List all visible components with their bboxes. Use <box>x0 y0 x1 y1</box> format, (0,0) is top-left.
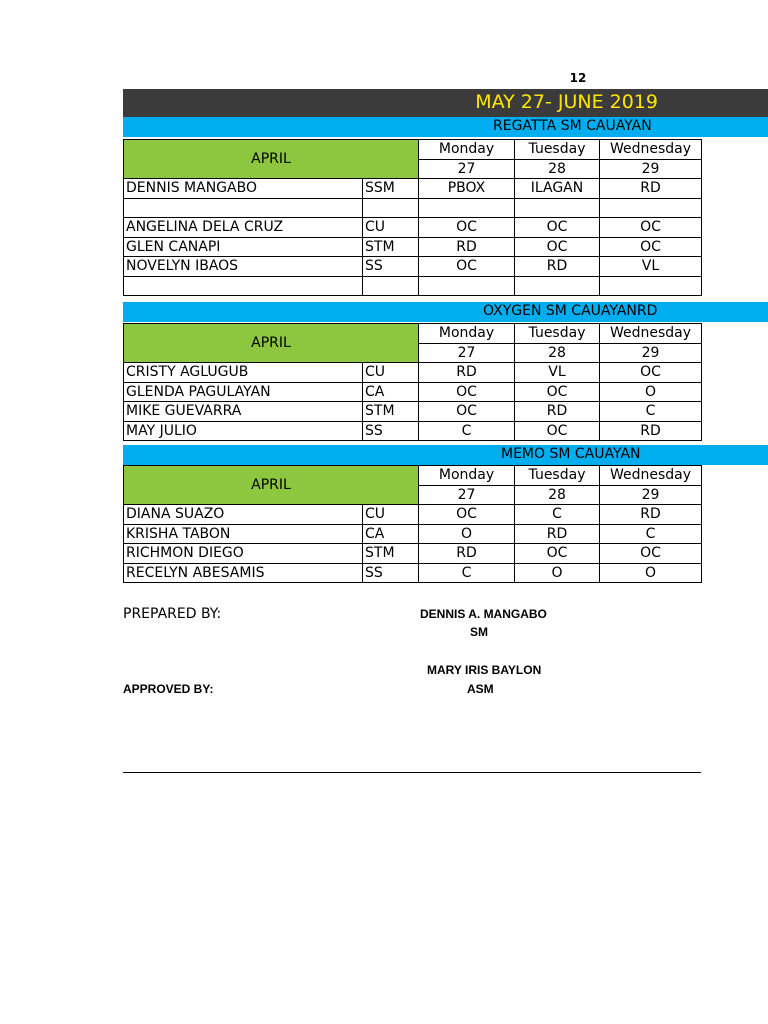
date-cell: 27 <box>419 159 515 179</box>
position-code <box>363 276 419 296</box>
position-code: CU <box>363 505 419 525</box>
date-cell: 27 <box>419 485 515 505</box>
shift-tuesday: VL <box>515 363 600 383</box>
store-header-regatta <box>123 117 768 137</box>
shift-wednesday: OC <box>600 237 702 257</box>
shift-wednesday: O <box>600 563 702 583</box>
schedule-title: MAY 27- JUNE 2019 <box>475 91 658 113</box>
day-header-monday: Monday <box>419 140 515 160</box>
employee-name: GLENDA PAGULAYAN <box>124 382 363 402</box>
shift-tuesday: RD <box>515 402 600 422</box>
date-cell: 28 <box>515 485 600 505</box>
shift-monday: O <box>419 524 515 544</box>
shift-tuesday <box>515 276 600 296</box>
shift-wednesday: OC <box>600 363 702 383</box>
position-code: CU <box>363 218 419 238</box>
date-cell: 28 <box>515 343 600 363</box>
employee-name <box>124 198 363 218</box>
position-code: SS <box>363 563 419 583</box>
employee-name: DIANA SUAZO <box>124 505 363 525</box>
table-row <box>124 218 702 238</box>
date-cell: 29 <box>600 343 702 363</box>
shift-wednesday: C <box>600 402 702 422</box>
store-name: REGATTA SM CAUAYAN <box>493 118 652 134</box>
position-code: SSM <box>363 179 419 199</box>
title-bar <box>123 89 768 117</box>
day-header-wednesday: Wednesday <box>600 324 702 344</box>
shift-tuesday: OC <box>515 237 600 257</box>
shift-monday <box>419 276 515 296</box>
shift-wednesday: O <box>600 382 702 402</box>
prepared-by-name: DENNIS A. MANGABO <box>420 607 547 621</box>
shift-wednesday: RD <box>600 421 702 441</box>
shift-tuesday: OC <box>515 218 600 238</box>
shift-tuesday <box>515 198 600 218</box>
prepared-by-label: PREPARED BY: <box>123 606 222 622</box>
day-header-wednesday: Wednesday <box>600 140 702 160</box>
employee-name <box>124 276 363 296</box>
position-code: CA <box>363 524 419 544</box>
shift-wednesday: RD <box>600 505 702 525</box>
store-name: OXYGEN SM CAUAYANRD <box>483 303 658 319</box>
approved-by-name: MARY IRIS BAYLON <box>427 663 542 677</box>
table-row <box>124 276 702 296</box>
shift-tuesday: ILAGAN <box>515 179 600 199</box>
shift-wednesday: C <box>600 524 702 544</box>
approved-by-title: ASM <box>467 682 494 696</box>
table-row <box>124 563 702 583</box>
table-row <box>124 382 702 402</box>
employee-name: CRISTY AGLUGUB <box>124 363 363 383</box>
employee-name: RICHMON DIEGO <box>124 544 363 564</box>
approved-by-label: APPROVED BY: <box>123 682 214 696</box>
shift-wednesday: OC <box>600 218 702 238</box>
table-row <box>124 524 702 544</box>
page-number: 12 <box>569 71 587 85</box>
position-code: SS <box>363 421 419 441</box>
table-row <box>124 237 702 257</box>
position-code: SS <box>363 257 419 277</box>
position-code: STM <box>363 544 419 564</box>
table-row <box>124 421 702 441</box>
shift-monday: RD <box>419 237 515 257</box>
day-header-tuesday: Tuesday <box>515 140 600 160</box>
shift-tuesday: OC <box>515 382 600 402</box>
month-cell: APRIL <box>124 324 419 363</box>
employee-name: RECELYN ABESAMIS <box>124 563 363 583</box>
employee-name: KRISHA TABON <box>124 524 363 544</box>
position-code <box>363 198 419 218</box>
month-cell: APRIL <box>124 466 419 505</box>
position-code: STM <box>363 237 419 257</box>
day-header-tuesday: Tuesday <box>515 466 600 486</box>
date-cell: 28 <box>515 159 600 179</box>
store-header-oxygen <box>123 302 768 322</box>
shift-monday: OC <box>419 257 515 277</box>
shift-monday: C <box>419 563 515 583</box>
shift-tuesday: OC <box>515 544 600 564</box>
employee-name: MAY JULIO <box>124 421 363 441</box>
shift-tuesday: OC <box>515 421 600 441</box>
shift-wednesday: RD <box>600 179 702 199</box>
position-code: CU <box>363 363 419 383</box>
day-header-wednesday: Wednesday <box>600 466 702 486</box>
shift-tuesday: C <box>515 505 600 525</box>
shift-monday: OC <box>419 505 515 525</box>
table-row <box>124 179 702 199</box>
prepared-by-title: SM <box>470 625 488 639</box>
table-row <box>124 257 702 277</box>
table-row <box>124 198 702 218</box>
schedule-table-memo <box>123 465 702 583</box>
shift-monday: OC <box>419 218 515 238</box>
day-header-tuesday: Tuesday <box>515 324 600 344</box>
date-cell: 29 <box>600 485 702 505</box>
employee-name: DENNIS MANGABO <box>124 179 363 199</box>
employee-name: MIKE GUEVARRA <box>124 402 363 422</box>
day-header-monday: Monday <box>419 324 515 344</box>
shift-wednesday <box>600 198 702 218</box>
shift-wednesday: OC <box>600 544 702 564</box>
table-row <box>124 363 702 383</box>
shift-wednesday <box>600 276 702 296</box>
day-header-monday: Monday <box>419 466 515 486</box>
shift-wednesday: VL <box>600 257 702 277</box>
store-name: MEMO SM CAUAYAN <box>501 446 641 462</box>
position-code: CA <box>363 382 419 402</box>
table-row <box>124 505 702 525</box>
footer-divider <box>123 772 701 773</box>
date-cell: 27 <box>419 343 515 363</box>
shift-monday: OC <box>419 402 515 422</box>
schedule-table-regatta <box>123 139 702 296</box>
employee-name: NOVELYN IBAOS <box>124 257 363 277</box>
shift-tuesday: O <box>515 563 600 583</box>
shift-monday: OC <box>419 382 515 402</box>
shift-tuesday: RD <box>515 257 600 277</box>
date-cell: 29 <box>600 159 702 179</box>
schedule-table-oxygen <box>123 323 702 441</box>
shift-tuesday: RD <box>515 524 600 544</box>
shift-monday: C <box>419 421 515 441</box>
shift-monday: RD <box>419 544 515 564</box>
store-header-memo <box>123 445 768 465</box>
month-cell: APRIL <box>124 140 419 179</box>
employee-name: GLEN CANAPI <box>124 237 363 257</box>
table-row <box>124 544 702 564</box>
position-code: STM <box>363 402 419 422</box>
shift-monday: PBOX <box>419 179 515 199</box>
table-row <box>124 402 702 422</box>
shift-monday: RD <box>419 363 515 383</box>
employee-name: ANGELINA DELA CRUZ <box>124 218 363 238</box>
shift-monday <box>419 198 515 218</box>
